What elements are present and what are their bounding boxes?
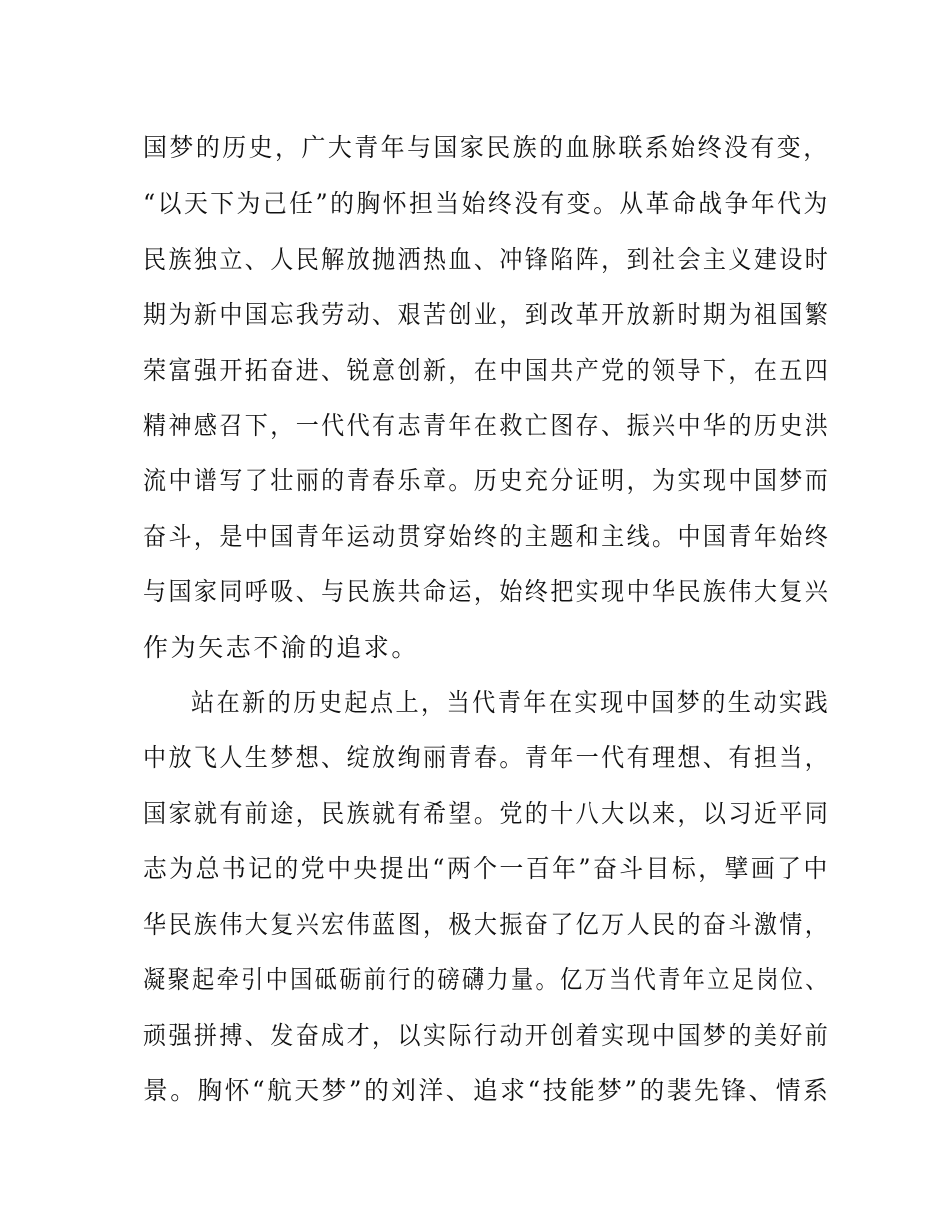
text-line: 站在新的历史起点上，当代青年在实现中国梦的生动实践 bbox=[191, 688, 831, 717]
text-line: 民族独立、人民解放抛洒热血、冲锋陷阵，到社会主义建设时 bbox=[143, 245, 831, 274]
text-line: 荣富强开拓奋进、锐意创新，在中国共产党的领导下，在五四 bbox=[143, 356, 831, 385]
text-line: 国家就有前途，民族就有希望。党的十八大以来，以习近平同 bbox=[143, 799, 831, 828]
text-line: “以天下为己任”的胸怀担当始终没有变。从革命战争年代为 bbox=[143, 189, 830, 218]
text-line: 作为矢志不渝的追求。 bbox=[143, 633, 420, 662]
text-line: 流中谱写了壮丽的青春乐章。历史充分证明，为实现中国梦而 bbox=[143, 466, 831, 495]
text-line: 顽强拼搏、发奋成才，以实际行动开创着实现中国梦的美好前 bbox=[143, 1021, 831, 1050]
text-line: 凝聚起牵引中国砥砺前行的磅礴力量。亿万当代青年立足岗位、 bbox=[143, 965, 830, 994]
text-line: 志为总书记的党中央提出“两个一百年”奋斗目标，擘画了中 bbox=[143, 854, 830, 883]
text-line: 期为新中国忘我劳动、艰苦创业，到改革开放新时期为祖国繁 bbox=[143, 300, 831, 329]
text-line: 与国家同呼吸、与民族共命运，始终把实现中华民族伟大复兴 bbox=[143, 577, 831, 606]
text-line: 景。胸怀“航天梦”的刘洋、追求“技能梦”的裴先锋、情系 bbox=[143, 1076, 831, 1105]
text-line: 精神感召下，一代代有志青年在救亡图存、振兴中华的历史洪 bbox=[143, 411, 831, 440]
text-line: 国梦的历史，广大青年与国家民族的血脉联系始终没有变， bbox=[143, 133, 830, 162]
text-line: 奋斗，是中国青年运动贯穿始终的主题和主线。中国青年始终 bbox=[143, 522, 831, 551]
text-line: 华民族伟大复兴宏伟蓝图，极大振奋了亿万人民的奋斗激情， bbox=[143, 910, 831, 939]
text-line: 中放飞人生梦想、绽放绚丽青春。青年一代有理想、有担当， bbox=[143, 743, 831, 772]
